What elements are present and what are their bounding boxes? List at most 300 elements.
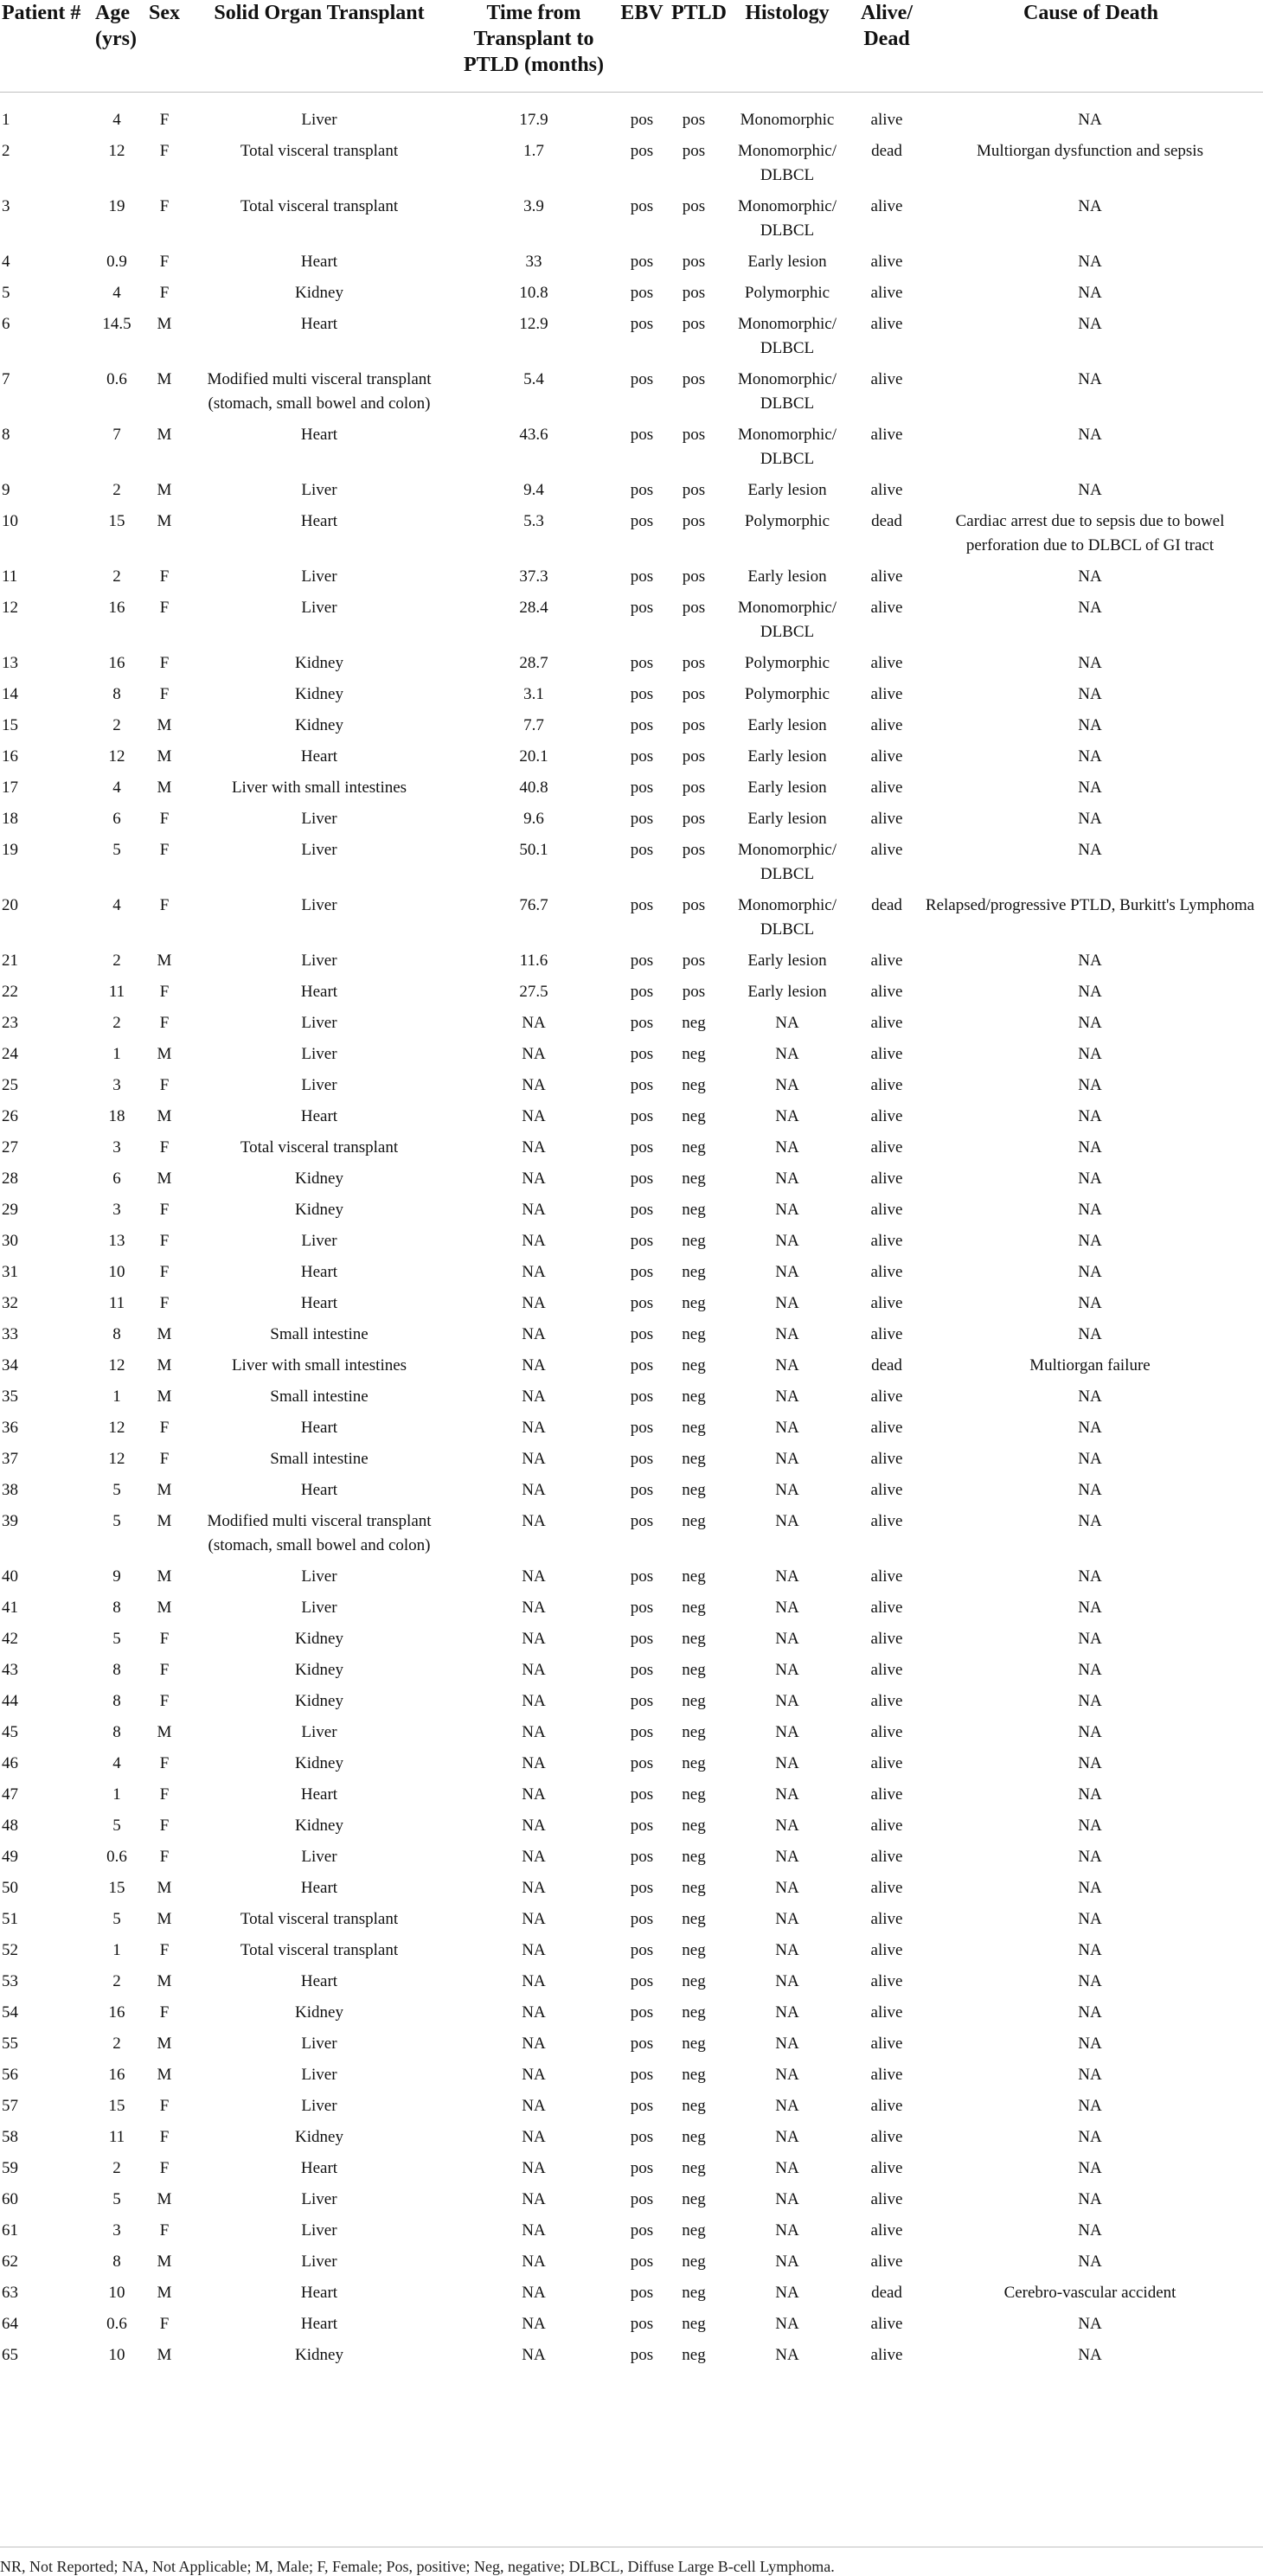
cell-alive-dead: alive: [870, 480, 903, 499]
cell-cause-of-death: NA: [1078, 2096, 1102, 2115]
cell-alive-dead: alive: [870, 684, 903, 703]
cell-histology: Monomorphic/ DLBCL: [738, 369, 837, 413]
table-row: [0, 2340, 1263, 2371]
cell-alive-dead: alive: [870, 2096, 903, 2115]
cell-histology: Polymorphic: [744, 653, 830, 672]
cell-ebv: pos: [630, 567, 654, 586]
cell-histology: NA: [775, 2283, 799, 2302]
cell-alive-dead: alive: [870, 1418, 903, 1437]
cell-time-to-ptld: NA: [522, 1013, 546, 1032]
cell-sex: F: [159, 1137, 170, 1157]
cell-patient-number: 61: [2, 2220, 18, 2240]
cell-transplant: Kidney: [295, 1816, 343, 1835]
cell-alive-dead: alive: [870, 1013, 903, 1032]
cell-ptld: pos: [682, 196, 706, 215]
cell-cause-of-death: NA: [1078, 1567, 1102, 1586]
cell-time-to-ptld: NA: [522, 1262, 546, 1281]
cell-histology: Early lesion: [747, 252, 827, 271]
cell-age: 15: [108, 511, 125, 530]
cell-cause-of-death: NA: [1078, 2065, 1102, 2084]
cell-alive-dead: alive: [870, 567, 903, 586]
cell-time-to-ptld: NA: [522, 1847, 546, 1866]
cell-alive-dead: alive: [870, 252, 903, 271]
table-footnote: NR, Not Reported; NA, Not Applicable; M, Male; F, Female; Pos, positive; Neg, negative; DLBCL, Diffuse Large B-cell Lymphoma.: [0, 2547, 1263, 2576]
cell-patient-number: 22: [2, 982, 18, 1001]
table-row: [0, 1966, 1263, 1997]
cell-histology: Monomorphic/ DLBCL: [738, 895, 837, 939]
cell-time-to-ptld: 17.9: [519, 110, 548, 129]
cell-cause-of-death: NA: [1078, 2314, 1102, 2333]
cell-time-to-ptld: NA: [522, 2283, 546, 2302]
cell-time-to-ptld: 27.5: [519, 982, 548, 1001]
cell-age: 2: [112, 715, 121, 734]
cell-sex: F: [159, 110, 170, 129]
cell-histology: NA: [775, 1598, 799, 1617]
cell-time-to-ptld: NA: [522, 2127, 546, 2146]
table-row: [0, 2060, 1263, 2091]
cell-transplant: Liver: [301, 2096, 337, 2115]
cell-sex: M: [157, 1355, 172, 1375]
cell-sex: M: [157, 951, 172, 970]
cell-histology: NA: [775, 1324, 799, 1343]
cell-sex: M: [157, 1878, 172, 1897]
cell-patient-number: 35: [2, 1387, 18, 1406]
cell-transplant: Heart: [300, 511, 338, 530]
cell-age: 9: [112, 1567, 121, 1586]
cell-alive-dead: alive: [870, 1231, 903, 1250]
cell-sex: F: [159, 2158, 170, 2177]
cell-histology: NA: [775, 1044, 799, 1063]
cell-histology: Early lesion: [747, 567, 827, 586]
cell-cause-of-death: NA: [1078, 1137, 1102, 1157]
cell-patient-number: 51: [2, 1909, 18, 1928]
table-row: [0, 1873, 1263, 1904]
cell-histology: NA: [775, 1387, 799, 1406]
cell-patient-number: 37: [2, 1449, 18, 1468]
table-row: [0, 1997, 1263, 2028]
cell-transplant: Kidney: [295, 653, 343, 672]
cell-age: 8: [112, 1691, 121, 1710]
cell-sex: F: [159, 1200, 170, 1219]
cell-cause-of-death: NA: [1078, 747, 1102, 766]
cell-alive-dead: alive: [870, 982, 903, 1001]
cell-time-to-ptld: NA: [522, 2314, 546, 2333]
cell-patient-number: 36: [2, 1418, 18, 1437]
cell-patient-number: 64: [2, 2314, 18, 2333]
cell-ebv: pos: [630, 314, 654, 333]
cell-ptld: neg: [682, 1660, 706, 1679]
table-row: [0, 1935, 1263, 1966]
cell-ptld: neg: [682, 1355, 706, 1375]
cell-ebv: pos: [630, 715, 654, 734]
col-header-ebv: EBV: [620, 2, 664, 24]
cell-ebv: pos: [630, 1480, 654, 1499]
col-header-transplant: Solid Organ Transplant: [214, 2, 425, 24]
cell-patient-number: 10: [2, 511, 18, 530]
cell-time-to-ptld: NA: [522, 2345, 546, 2364]
cell-histology: Early lesion: [747, 951, 827, 970]
col-header-patient: Patient #: [2, 2, 81, 24]
cell-patient-number: 50: [2, 1878, 18, 1897]
cell-alive-dead: alive: [870, 1324, 903, 1343]
cell-histology: NA: [775, 1660, 799, 1679]
cell-cause-of-death: NA: [1078, 1847, 1102, 1866]
cell-patient-number: 31: [2, 1262, 18, 1281]
cell-ebv: pos: [630, 2158, 654, 2177]
cell-cause-of-death: NA: [1078, 684, 1102, 703]
cell-patient-number: 38: [2, 1480, 18, 1499]
cell-alive-dead: alive: [870, 1169, 903, 1188]
cell-time-to-ptld: 11.6: [519, 951, 548, 970]
cell-sex: M: [157, 1722, 172, 1741]
cell-age: 5: [112, 1480, 121, 1499]
cell-time-to-ptld: NA: [522, 1137, 546, 1157]
cell-sex: F: [159, 598, 170, 617]
cell-sex: M: [157, 2345, 172, 2364]
cell-time-to-ptld: 43.6: [519, 425, 548, 444]
cell-transplant: Liver: [301, 2189, 337, 2208]
cell-alive-dead: alive: [870, 2034, 903, 2053]
cell-sex: M: [157, 369, 172, 388]
cell-patient-number: 59: [2, 2158, 18, 2177]
cell-ptld: neg: [682, 1137, 706, 1157]
cell-cause-of-death: Multiorgan dysfunction and sepsis: [977, 141, 1203, 160]
cell-cause-of-death: NA: [1078, 283, 1102, 302]
cell-cause-of-death: NA: [1078, 1044, 1102, 1063]
cell-transplant: Liver: [301, 1013, 337, 1032]
cell-transplant: Heart: [300, 1418, 338, 1437]
cell-age: 2: [112, 951, 121, 970]
cell-age: 4: [112, 1753, 121, 1772]
cell-age: 10: [108, 1262, 125, 1281]
cell-histology: NA: [775, 1293, 799, 1312]
cell-alive-dead: alive: [870, 1753, 903, 1772]
table-row: [0, 1319, 1263, 1350]
cell-transplant: Liver: [301, 2065, 337, 2084]
cell-ebv: pos: [630, 1847, 654, 1866]
table-row: [0, 2028, 1263, 2060]
table-row: [0, 1101, 1263, 1132]
cell-sex: F: [159, 1449, 170, 1468]
cell-cause-of-death: NA: [1078, 567, 1102, 586]
cell-ebv: pos: [630, 1753, 654, 1772]
cell-ebv: pos: [630, 1418, 654, 1437]
cell-sex: M: [157, 314, 172, 333]
cell-ptld: neg: [682, 1691, 706, 1710]
cell-transplant: Liver: [301, 809, 337, 828]
cell-ptld: pos: [682, 567, 706, 586]
cell-histology: Early lesion: [747, 480, 827, 499]
cell-sex: F: [159, 1816, 170, 1835]
table-row: [0, 561, 1263, 593]
cell-transplant: Heart: [300, 252, 338, 271]
cell-patient-number: 54: [2, 2002, 18, 2022]
cell-sex: M: [157, 778, 172, 797]
cell-transplant: Total visceral transplant: [240, 1137, 399, 1157]
spacer-cell: [0, 92, 1263, 105]
table-row: [0, 1444, 1263, 1475]
cell-cause-of-death: NA: [1078, 951, 1102, 970]
cell-histology: NA: [775, 1722, 799, 1741]
cell-ptld: pos: [682, 715, 706, 734]
cell-cause-of-death: NA: [1078, 1293, 1102, 1312]
cell-ptld: pos: [682, 951, 706, 970]
cell-transplant: Total visceral transplant: [240, 141, 399, 160]
cell-sex: F: [159, 1753, 170, 1772]
cell-ptld: neg: [682, 1418, 706, 1437]
table-row: [0, 191, 1263, 247]
cell-age: 15: [108, 1878, 125, 1897]
cell-sex: F: [159, 1629, 170, 1648]
table-row: [0, 1904, 1263, 1935]
spacer-row: [0, 92, 1263, 105]
cell-transplant: Kidney: [295, 2002, 343, 2022]
cell-ebv: pos: [630, 840, 654, 859]
cell-ebv: pos: [630, 1137, 654, 1157]
cell-sex: F: [159, 840, 170, 859]
cell-age: 2: [112, 567, 121, 586]
cell-ptld: neg: [682, 1629, 706, 1648]
cell-histology: NA: [775, 1629, 799, 1648]
cell-transplant: Kidney: [295, 684, 343, 703]
cell-time-to-ptld: NA: [522, 2252, 546, 2271]
cell-ptld: pos: [682, 684, 706, 703]
cell-patient-number: 27: [2, 1137, 18, 1157]
cell-cause-of-death: NA: [1078, 2002, 1102, 2022]
cell-transplant: Kidney: [295, 1691, 343, 1710]
cell-time-to-ptld: NA: [522, 1075, 546, 1094]
cell-age: 10: [108, 2345, 125, 2364]
cell-ebv: pos: [630, 1660, 654, 1679]
table-row: [0, 136, 1263, 191]
cell-age: 8: [112, 2252, 121, 2271]
cell-patient-number: 4: [2, 252, 10, 271]
cell-histology: Monomorphic: [740, 110, 835, 129]
cell-histology: Monomorphic/ DLBCL: [738, 314, 837, 357]
cell-cause-of-death: NA: [1078, 1691, 1102, 1710]
cell-ebv: pos: [630, 895, 654, 914]
cell-ptld: neg: [682, 1971, 706, 1990]
cell-patient-number: 1: [2, 110, 10, 129]
cell-time-to-ptld: 28.4: [519, 598, 548, 617]
cell-ebv: pos: [630, 1387, 654, 1406]
cell-alive-dead: alive: [870, 1847, 903, 1866]
cell-age: 16: [108, 598, 125, 617]
cell-age: 12: [108, 1418, 125, 1437]
cell-patient-number: 28: [2, 1169, 18, 1188]
cell-ebv: pos: [630, 1629, 654, 1648]
cell-sex: M: [157, 2283, 172, 2302]
cell-alive-dead: alive: [870, 1137, 903, 1157]
cell-patient-number: 26: [2, 1106, 18, 1125]
cell-transplant: Heart: [300, 1480, 338, 1499]
cell-age: 5: [112, 2189, 121, 2208]
cell-patient-number: 44: [2, 1691, 18, 1710]
cell-age: 8: [112, 684, 121, 703]
cell-alive-dead: alive: [870, 2220, 903, 2240]
cell-time-to-ptld: 3.1: [523, 684, 544, 703]
table-row: [0, 420, 1263, 475]
cell-transplant: Kidney: [295, 1629, 343, 1648]
cell-age: 4: [112, 110, 121, 129]
cell-patient-number: 15: [2, 715, 18, 734]
table-row: [0, 506, 1263, 561]
cell-ebv: pos: [630, 1106, 654, 1125]
cell-sex: M: [157, 1387, 172, 1406]
cell-histology: NA: [775, 2220, 799, 2240]
cell-histology: NA: [775, 2096, 799, 2115]
cell-ebv: pos: [630, 2314, 654, 2333]
cell-cause-of-death: NA: [1078, 196, 1102, 215]
cell-patient-number: 3: [2, 196, 10, 215]
cell-patient-number: 63: [2, 2283, 18, 2302]
cell-patient-number: 47: [2, 1785, 18, 1804]
cell-transplant: Liver: [301, 895, 337, 914]
cell-ebv: pos: [630, 1075, 654, 1094]
cell-patient-number: 57: [2, 2096, 18, 2115]
cell-cause-of-death: NA: [1078, 1598, 1102, 1617]
cell-age: 11: [108, 2127, 125, 2146]
col-header-ptld: PTLD: [671, 2, 728, 24]
cell-ptld: pos: [682, 252, 706, 271]
cell-ebv: pos: [630, 141, 654, 160]
cell-ebv: pos: [630, 1909, 654, 1928]
cell-histology: NA: [775, 2189, 799, 2208]
cell-transplant: Heart: [300, 1106, 338, 1125]
cell-sex: F: [159, 895, 170, 914]
cell-alive-dead: dead: [871, 1355, 902, 1375]
cell-transplant: Small intestine: [270, 1387, 369, 1406]
cell-ptld: pos: [682, 283, 706, 302]
cell-ptld: neg: [682, 2252, 706, 2271]
cell-patient-number: 25: [2, 1075, 18, 1094]
cell-time-to-ptld: 7.7: [523, 715, 544, 734]
cell-sex: F: [159, 2127, 170, 2146]
cell-cause-of-death: NA: [1078, 1660, 1102, 1679]
cell-transplant: Kidney: [295, 2127, 343, 2146]
cell-transplant: Liver: [301, 110, 337, 129]
cell-sex: F: [159, 1691, 170, 1710]
cell-age: 3: [112, 1137, 121, 1157]
header-row: [0, 0, 1263, 92]
cell-ptld: pos: [682, 809, 706, 828]
cell-time-to-ptld: NA: [522, 1691, 546, 1710]
table-row: [0, 2122, 1263, 2153]
cell-sex: M: [157, 1044, 172, 1063]
cell-ebv: pos: [630, 1567, 654, 1586]
cell-ptld: neg: [682, 1324, 706, 1343]
cell-histology: NA: [775, 1231, 799, 1250]
cell-sex: F: [159, 196, 170, 215]
cell-sex: F: [159, 567, 170, 586]
cell-transplant: Modified multi visceral transplant (stomach, small bowel and colon): [207, 1511, 432, 1554]
cell-transplant: Heart: [300, 747, 338, 766]
cell-alive-dead: alive: [870, 2127, 903, 2146]
cell-transplant: Total visceral transplant: [240, 196, 399, 215]
cell-time-to-ptld: NA: [522, 1231, 546, 1250]
cell-transplant: Liver: [301, 1044, 337, 1063]
cell-cause-of-death: NA: [1078, 778, 1102, 797]
cell-alive-dead: alive: [870, 196, 903, 215]
cell-histology: Monomorphic/ DLBCL: [738, 425, 837, 468]
cell-sex: M: [157, 1511, 172, 1530]
cell-histology: NA: [775, 2127, 799, 2146]
cell-transplant: Liver: [301, 1075, 337, 1094]
table-row: [0, 1132, 1263, 1163]
cell-ebv: pos: [630, 1324, 654, 1343]
col-header-alive-dead: Alive/ Dead: [861, 2, 913, 50]
cell-sex: F: [159, 1262, 170, 1281]
table-row: [0, 1070, 1263, 1101]
cell-transplant: Heart: [300, 1971, 338, 1990]
cell-ptld: neg: [682, 1480, 706, 1499]
cell-histology: Early lesion: [747, 778, 827, 797]
table-row: [0, 475, 1263, 506]
cell-age: 8: [112, 1722, 121, 1741]
cell-alive-dead: alive: [870, 1106, 903, 1125]
cell-sex: F: [159, 1075, 170, 1094]
table-row: [0, 977, 1263, 1008]
cell-age: 4: [112, 283, 121, 302]
cell-ptld: pos: [682, 747, 706, 766]
cell-alive-dead: alive: [870, 2314, 903, 2333]
cell-ebv: pos: [630, 2220, 654, 2240]
cell-sex: M: [157, 1169, 172, 1188]
cell-sex: F: [159, 283, 170, 302]
cell-ptld: neg: [682, 1567, 706, 1586]
table-row: [0, 679, 1263, 710]
table-row: [0, 1039, 1263, 1070]
cell-ebv: pos: [630, 1722, 654, 1741]
col-header-sex: Sex: [149, 2, 180, 24]
cell-time-to-ptld: NA: [522, 1816, 546, 1835]
cell-ebv: pos: [630, 598, 654, 617]
cell-ptld: neg: [682, 2002, 706, 2022]
cell-sex: M: [157, 1567, 172, 1586]
cell-transplant: Modified multi visceral transplant (stomach, small bowel and colon): [207, 369, 432, 413]
cell-patient-number: 58: [2, 2127, 18, 2146]
cell-time-to-ptld: NA: [522, 2002, 546, 2022]
table-row: [0, 1810, 1263, 1842]
cell-histology: NA: [775, 1418, 799, 1437]
cell-transplant: Heart: [300, 425, 338, 444]
cell-ebv: pos: [630, 1293, 654, 1312]
cell-age: 16: [108, 653, 125, 672]
cell-age: 19: [108, 196, 125, 215]
cell-ptld: neg: [682, 1722, 706, 1741]
cell-ebv: pos: [630, 809, 654, 828]
cell-age: 1: [112, 1940, 121, 1959]
cell-alive-dead: alive: [870, 809, 903, 828]
cell-ebv: pos: [630, 1449, 654, 1468]
cell-histology: Monomorphic/ DLBCL: [738, 141, 837, 184]
cell-cause-of-death: NA: [1078, 1816, 1102, 1835]
cell-time-to-ptld: 3.9: [523, 196, 544, 215]
cell-ptld: pos: [682, 110, 706, 129]
cell-age: 4: [112, 895, 121, 914]
cell-patient-number: 52: [2, 1940, 18, 1959]
cell-time-to-ptld: NA: [522, 2189, 546, 2208]
cell-time-to-ptld: NA: [522, 2096, 546, 2115]
cell-time-to-ptld: NA: [522, 2158, 546, 2177]
cell-age: 6: [112, 1169, 121, 1188]
cell-patient-number: 29: [2, 1200, 18, 1219]
cell-alive-dead: dead: [871, 2283, 902, 2302]
table-body: [0, 92, 1263, 2371]
cell-time-to-ptld: 10.8: [519, 283, 548, 302]
cell-alive-dead: dead: [871, 895, 902, 914]
cell-alive-dead: alive: [870, 2065, 903, 2084]
